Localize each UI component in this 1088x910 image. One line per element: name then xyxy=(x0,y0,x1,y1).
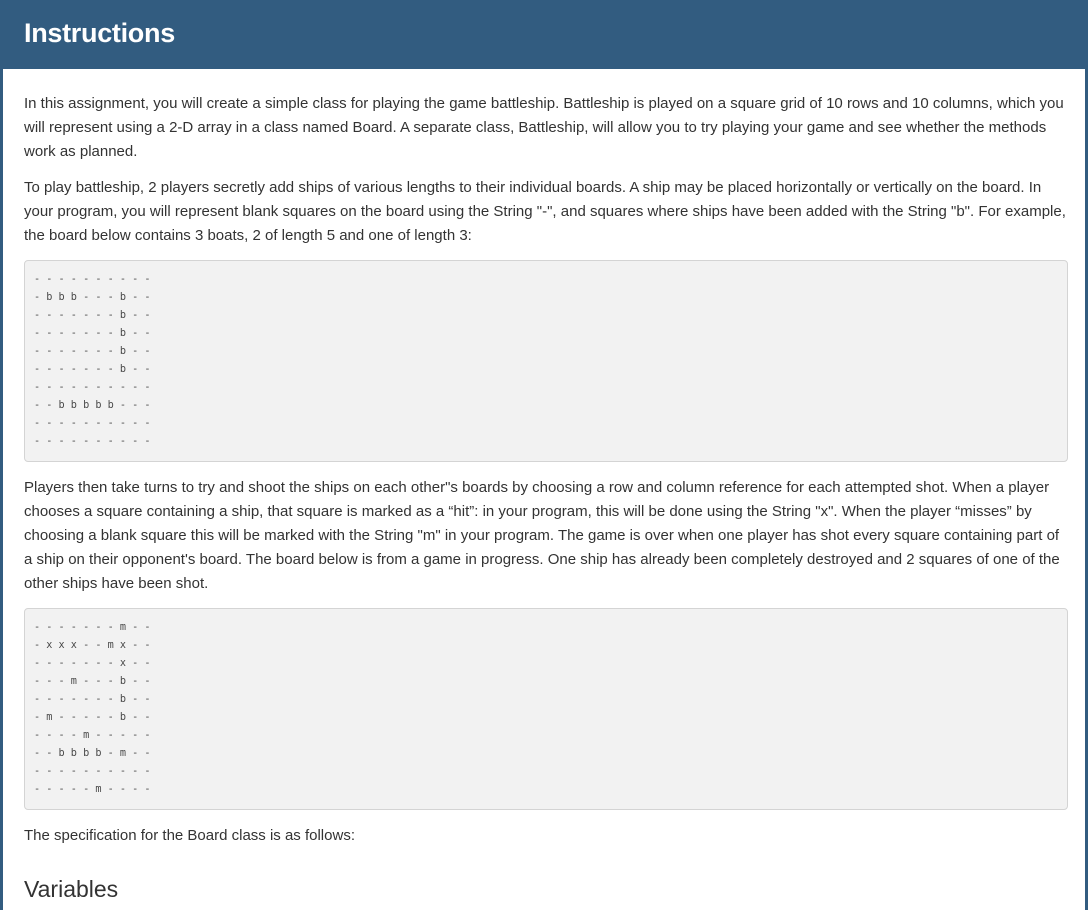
spec-paragraph: The specification for the Board class is as follows: xyxy=(24,827,355,844)
rules-paragraph: To play battleship, 2 players secretly add ships of various lengths to their individual boards. A ship may be placed horizontally or vertically on the board. In your program, you will represent blank squares on the board using the String "-", and squares where ships have been added with the String "b". For example, the board below contains 3 boats, 2 of length 5 and one of length 3: xyxy=(24,179,1066,244)
page-title: Instructions xyxy=(24,18,175,48)
board-example-2-code xyxy=(34,619,1067,799)
board-row: - m - - - - - b - - xyxy=(34,712,151,723)
board-row: - - - - - - - - - - xyxy=(34,382,151,393)
board-row: - - - - - - - - - - xyxy=(34,436,151,447)
board-row: - - - - - - - b - - xyxy=(34,364,151,375)
intro-paragraph: In this assignment, you will create a simple class for playing the game battleship. Battleship is played on a square grid of 10 rows and 10 columns, which you will represent using a 2-D array in a class named Board. A separate class, Battleship, will allow you to try playing your game and see whether the methods work as planned. xyxy=(24,95,1064,160)
board-row: - - - - - m - - - - xyxy=(34,784,151,795)
board-row: - - - - - - - m - - xyxy=(34,622,151,633)
board-row: - - - - - - - b - - xyxy=(34,328,151,339)
board-row: - - - - - - - - - - xyxy=(34,418,151,429)
board-example-1 xyxy=(24,260,1068,462)
board-row: - - - - m - - - - - xyxy=(34,730,151,741)
instructions-content xyxy=(24,92,1068,903)
board-row: - - - m - - - b - - xyxy=(34,676,151,687)
board-row: - x x x - - m x - - xyxy=(34,640,151,651)
board-row: - - - - - - - - - - xyxy=(34,274,151,285)
variables-heading: Variables xyxy=(24,876,119,902)
board-row: - - - - - - - b - - xyxy=(34,346,151,357)
board-row: - - - - - - - x - - xyxy=(34,658,151,669)
board-row: - - - - - - - - - - xyxy=(34,766,151,777)
board-example-2 xyxy=(24,608,1068,810)
board-row: - - b b b b b - - - xyxy=(34,400,151,411)
instructions-header xyxy=(3,0,1085,69)
board-row: - - - - - - - b - - xyxy=(34,694,151,705)
gameplay-paragraph: Players then take turns to try and shoot the ships on each other"s boards by choosing a row and column reference for each attempted shot. When a player chooses a square containing a ship, that square is marked as a “hit”: in your program, this will be done using the String "x". When the player “misses” by choosing a blank square this will be marked with the String "m" in your program. The game is over when one player has shot every square containing part of a ship on their opponent's board. The board below is from a game in progress. One ship has already been completely destroyed and 2 squares of one of the other ships have been shot. xyxy=(24,479,1060,592)
board-row: - - b b b b - m - - xyxy=(34,748,151,759)
board-row: - b b b - - - b - - xyxy=(34,292,151,303)
board-row: - - - - - - - b - - xyxy=(34,310,151,321)
board-example-1-code xyxy=(34,271,1067,451)
